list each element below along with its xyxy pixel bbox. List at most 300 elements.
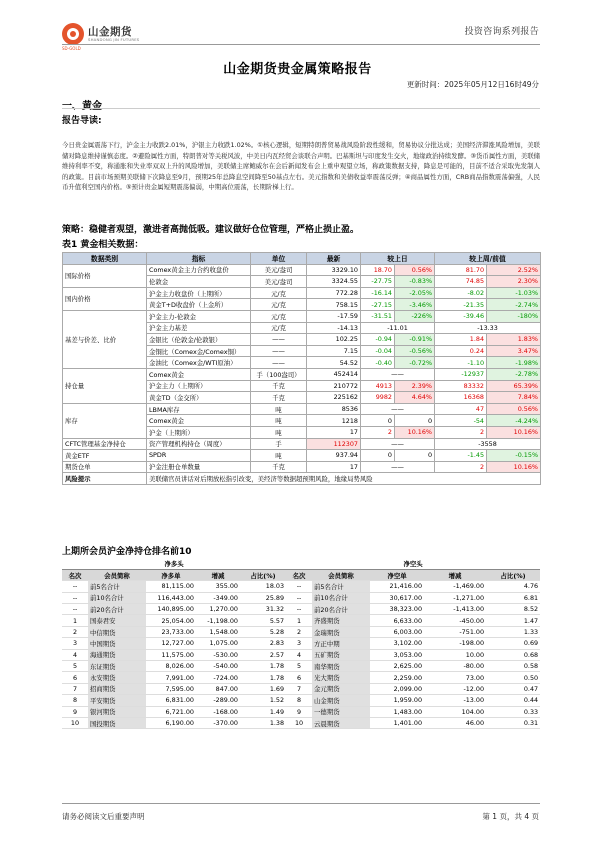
day-change-cell: -0.40 [361, 357, 395, 369]
table-cell: 0.69 [486, 638, 540, 649]
table-cell: 金元期货 [312, 683, 370, 694]
day-change-cell: 0 [361, 415, 395, 427]
week-change-cell: -21.35 [435, 299, 487, 311]
table-cell: 齐盛期货 [312, 615, 370, 626]
category-cell: 黄金ETF [63, 450, 147, 462]
table-cell: 7,595.00 [146, 683, 196, 694]
category-cell: 库存 [63, 403, 147, 438]
table-cell: 0.47 [486, 683, 540, 694]
table-cell: 1.69 [240, 683, 286, 694]
table-cell: 招商期货 [88, 683, 146, 694]
unit-cell: 元/克 [251, 322, 307, 334]
header-divider [62, 44, 540, 45]
indicator-cell: 沪金（上期所） [147, 426, 251, 438]
indicator-cell: 伦敦金 [147, 276, 251, 288]
category-cell: 基差与价差、比价 [63, 310, 147, 368]
week-change-pct-cell: 65.39% [487, 380, 541, 392]
table-cell: 1,075.00 [196, 638, 240, 649]
table-cell: -- [62, 592, 88, 603]
week-change-cell: 47 [435, 403, 487, 415]
day-change-pct-cell: -0.91% [395, 334, 435, 346]
table-cell: -- [286, 604, 312, 615]
short-group-header: 净空头 [286, 558, 540, 569]
indicator-cell: SPDR [147, 450, 251, 462]
subsection-heading: 报告导读: [62, 116, 102, 126]
col-header: 占比(%) [240, 569, 286, 580]
col-header: 单位 [251, 253, 307, 265]
week-change-cell: -1.10 [435, 357, 487, 369]
table-cell: 1 [62, 615, 88, 626]
col-header: 净多单 [146, 569, 196, 580]
day-change-cell: 4913 [361, 380, 395, 392]
latest-cell: 225162 [307, 392, 361, 404]
table-cell: 0.31 [486, 717, 540, 728]
table-cell: 31.32 [240, 604, 286, 615]
table-cell: 116,443.00 [146, 592, 196, 603]
page-title: 山金期货贵金属策略报告 [223, 62, 372, 77]
week-change-pct-cell: -2.74% [487, 299, 541, 311]
day-change-pct-cell: 0 [395, 450, 435, 462]
table-cell: 银河期货 [88, 706, 146, 717]
latest-cell: 8536 [307, 403, 361, 415]
summary-row [62, 604, 540, 615]
unit-cell: 手 [251, 438, 307, 450]
table-cell: 25.89 [240, 592, 286, 603]
table-cell: 中信期货 [88, 626, 146, 637]
week-change-cell: -1.45 [435, 450, 487, 462]
table-cell: 1,959.00 [370, 695, 424, 706]
table-cell: -450.00 [424, 615, 486, 626]
table-cell: -12.00 [424, 683, 486, 694]
week-change-cell: -3558 [435, 438, 541, 450]
week-change-pct-cell: 2.52% [487, 264, 541, 276]
col-header: 会员简称 [88, 569, 146, 580]
indicator-cell: 资产管理机构持仓（周度） [147, 438, 251, 450]
table-cell: 5 [286, 661, 312, 672]
gold-data-table [62, 252, 541, 485]
table-row [62, 638, 540, 649]
day-change-pct-cell: 10.16% [395, 426, 435, 438]
table-cell: 0.58 [486, 661, 540, 672]
week-change-cell: 1.84 [435, 334, 487, 346]
table2-title: 上期所会员沪金净持仓排名前10 [62, 547, 192, 557]
table-cell: 6 [286, 672, 312, 683]
table-cell: 18.03 [240, 581, 286, 592]
table-cell: 2,259.00 [370, 672, 424, 683]
indicator-cell: 沪金主力收盘价（上期所） [147, 287, 251, 299]
table-cell: 1.47 [486, 615, 540, 626]
unit-cell: 吨 [251, 403, 307, 415]
table-cell: 3 [62, 638, 88, 649]
table-cell: 3 [286, 638, 312, 649]
col-header: 数据类别 [63, 253, 147, 265]
strategy-text: 策略：稳健者观望，激进者高抛低吸。建议做好仓位管理，严格止损止盈。 [62, 225, 360, 235]
table-cell: 2.83 [240, 638, 286, 649]
week-change-pct-cell: -2.78% [487, 368, 541, 380]
table-cell: 1.78 [240, 661, 286, 672]
table-row [63, 450, 541, 462]
table-cell: 4.76 [486, 581, 540, 592]
table-cell: 8,026.00 [146, 661, 196, 672]
unit-cell: 吨 [251, 426, 307, 438]
latest-cell: 17 [307, 461, 361, 473]
table-cell: 10 [286, 717, 312, 728]
summary-paragraph: 今日贵金属震荡下行，沪金主力收跌2.01%，沪银主力收跌1.02%。①核心逻辑，短期特朗普贸易战风险阶段性缓和，贸易协议分批达成；美国经济滞涨风险增加，美联储对降息维持谨慎态度。②避险属性方面，特朗普对等关税风波，中美日内瓦经贸会谈联合声明。巴基斯坦与印度发生交火，地缘政治持续发酵。③货币属性方面，美联储维持利率不变，称通胀和失业率双双上升的风险增加，美联储主席鲍威尔在会后新闻发布会上重申观望立场，称政策数据支持，降息是可能的，目前不适合采取先发制人的政策。目前市场预期美联储下次降息至9月，预期25年总降息空间降至50基点左右。美元指数和美债收益率震荡反弹；④商品属性方面，CRB商品指数震荡偏强，人民币升值利空国内价格。⑤预计贵金属短期震荡偏弱，中期高位震荡，长期阶梯上行。 [62, 141, 540, 191]
table-cell: 6,003.00 [370, 626, 424, 637]
col-header: 增减 [196, 569, 240, 580]
table-cell: 0.44 [486, 695, 540, 706]
table-cell: 3,102.00 [370, 638, 424, 649]
table-cell: -289.00 [196, 695, 240, 706]
table-cell: 前10名合计 [312, 592, 370, 603]
table-cell: 永安期货 [88, 672, 146, 683]
unit-cell: —— [251, 345, 307, 357]
table-cell: 2,625.00 [370, 661, 424, 672]
table-cell: 山金期货 [312, 695, 370, 706]
unit-cell: 元/克 [251, 310, 307, 322]
day-change-cell: 9982 [361, 392, 395, 404]
latest-cell: 7.15 [307, 345, 361, 357]
table-cell: 0.33 [486, 706, 540, 717]
latest-cell: 758.15 [307, 299, 361, 311]
unit-cell: 元/克 [251, 299, 307, 311]
col-header: 较上周/前值 [435, 253, 541, 265]
table-cell: 前10名合计 [88, 592, 146, 603]
week-change-pct-cell: 10.16% [487, 426, 541, 438]
col-header: 较上日 [361, 253, 435, 265]
table-cell: -751.00 [424, 626, 486, 637]
table-row [63, 403, 541, 415]
indicator-cell: 沪金主力-伦敦金 [147, 310, 251, 322]
week-change-cell: 83332 [435, 380, 487, 392]
unit-cell: —— [251, 357, 307, 369]
latest-cell: -14.13 [307, 322, 361, 334]
table-cell: 10.00 [424, 649, 486, 660]
day-change-cell: -11.01 [361, 322, 435, 334]
table-cell: 140,895.00 [146, 604, 196, 615]
table-cell: 25,054.00 [146, 615, 196, 626]
table-cell: 30,617.00 [370, 592, 424, 603]
table-cell: 5.28 [240, 626, 286, 637]
table-cell: 1,401.00 [370, 717, 424, 728]
unit-cell: 千克 [251, 461, 307, 473]
table-cell: -1,198.00 [196, 615, 240, 626]
unit-cell: 元/克 [251, 287, 307, 299]
indicator-cell: 金油比（Comex金/WTI原油） [147, 357, 251, 369]
table-cell: -13.00 [424, 695, 486, 706]
table-row [63, 461, 541, 473]
table-cell: 1.49 [240, 706, 286, 717]
update-time: 更新时间：2025年05月12日16时49分 [406, 80, 539, 89]
latest-cell: -17.59 [307, 310, 361, 322]
table-cell: -80.00 [424, 661, 486, 672]
col-header: 净空单 [370, 569, 424, 580]
table-cell: -198.00 [424, 638, 486, 649]
table-row [62, 672, 540, 683]
table-cell: 46.00 [424, 717, 486, 728]
table2-header-row [62, 569, 540, 580]
table-cell: 6.81 [486, 592, 540, 603]
week-change-cell: 2 [435, 426, 487, 438]
table-cell: 355.00 [196, 581, 240, 592]
week-change-cell: 74.85 [435, 276, 487, 288]
unit-cell: 千克 [251, 380, 307, 392]
logo-subtext: SD-GOLD [62, 46, 81, 51]
table-cell: 7,991.00 [146, 672, 196, 683]
table-row [63, 368, 541, 380]
day-change-pct-cell: -3.46% [395, 299, 435, 311]
table-row [63, 310, 541, 322]
footer-divider [62, 803, 540, 804]
week-change-pct-cell: -1.98% [487, 357, 541, 369]
table-cell: -1,271.00 [424, 592, 486, 603]
col-header: 占比(%) [486, 569, 540, 580]
day-change-cell: -31.51 [361, 310, 395, 322]
day-change-pct-cell: 0.56% [395, 264, 435, 276]
table-cell: 1,483.00 [370, 706, 424, 717]
table-cell: -540.00 [196, 661, 240, 672]
table-cell: -168.00 [196, 706, 240, 717]
unit-cell: 千克 [251, 392, 307, 404]
table-cell: 21,416.00 [370, 581, 424, 592]
table-row [62, 649, 540, 660]
table-cell: 23,733.00 [146, 626, 196, 637]
table1-title: 表1 黄金相关数据： [62, 240, 144, 250]
table-cell: 1.38 [240, 717, 286, 728]
table-cell: 前20名合计 [312, 604, 370, 615]
section-divider [62, 108, 540, 109]
table-cell: 6,633.00 [370, 615, 424, 626]
table-cell: 南华期货 [312, 661, 370, 672]
table-cell: 6,721.00 [146, 706, 196, 717]
table-row [63, 287, 541, 299]
table-cell: 8.52 [486, 604, 540, 615]
table-row [62, 626, 540, 637]
day-change-cell: -27.75 [361, 276, 395, 288]
table-row [63, 264, 541, 276]
day-change-pct-cell: 0 [395, 415, 435, 427]
risk-label: 风险提示 [63, 473, 147, 485]
indicator-cell: 金银比（伦敦金/伦敦银） [147, 334, 251, 346]
table-cell: 1.33 [486, 626, 540, 637]
day-change-cell: -16.14 [361, 287, 395, 299]
indicator-cell: 沪金主力基差 [147, 322, 251, 334]
day-change-cell: 18.70 [361, 264, 395, 276]
table-cell: 2 [286, 626, 312, 637]
long-group-header: 净多头 [62, 558, 286, 569]
indicator-cell: 金铜比（Comex金/Comex铜） [147, 345, 251, 357]
table-cell: 1 [286, 615, 312, 626]
latest-cell: 3324.55 [307, 276, 361, 288]
indicator-cell: 沪金注册仓单数量 [147, 461, 251, 473]
day-change-pct-cell: -0.72% [395, 357, 435, 369]
table-cell: -- [62, 581, 88, 592]
table-cell: -724.00 [196, 672, 240, 683]
category-cell: 期货仓单 [63, 461, 147, 473]
table-row [62, 615, 540, 626]
unit-cell: 吨 [251, 450, 307, 462]
logo-text-en: SHANDONG JIN FUTURES [88, 37, 140, 42]
day-change-pct-cell: -0.56% [395, 345, 435, 357]
table-cell: 104.00 [424, 706, 486, 717]
table-cell: 2.57 [240, 649, 286, 660]
indicator-cell: Comex黄金主力合约收盘价 [147, 264, 251, 276]
table-cell: 云晨期货 [312, 717, 370, 728]
table-cell: 2 [62, 626, 88, 637]
table-cell: 国投期货 [88, 717, 146, 728]
week-change-cell: 81.70 [435, 264, 487, 276]
table-cell: 0.68 [486, 649, 540, 660]
table-cell: 81,115.00 [146, 581, 196, 592]
table-cell: 73.00 [424, 672, 486, 683]
latest-cell: 17 [307, 426, 361, 438]
week-change-cell: 2 [435, 461, 487, 473]
table-cell: 光大期货 [312, 672, 370, 683]
table-cell: 国泰君安 [88, 615, 146, 626]
day-change-cell: -0.04 [361, 345, 395, 357]
category-cell: 国际价格 [63, 264, 147, 287]
unit-cell: 美元/盎司 [251, 264, 307, 276]
table2-group-header [62, 558, 540, 569]
week-change-cell: -8.02 [435, 287, 487, 299]
col-header: 名次 [62, 569, 88, 580]
table-cell: 方正中期 [312, 638, 370, 649]
logo-text-cn: 山金期货 [88, 26, 132, 38]
table-cell: 8 [286, 695, 312, 706]
table-cell: 7 [62, 683, 88, 694]
day-change-pct-cell: -226% [395, 310, 435, 322]
day-change-cell: —— [361, 461, 435, 473]
week-change-pct-cell: 3.47% [487, 345, 541, 357]
table-cell: 847.00 [196, 683, 240, 694]
table-cell: 9 [286, 706, 312, 717]
table-cell: 7 [286, 683, 312, 694]
week-change-cell: -39.46 [435, 310, 487, 322]
table-row [62, 706, 540, 717]
table1-header-row [63, 253, 541, 265]
table-row [62, 717, 540, 728]
week-change-pct-cell: 0.56% [487, 403, 541, 415]
table-cell: 金瑞期货 [312, 626, 370, 637]
indicator-cell: 黄金T+D收盘价（上金所） [147, 299, 251, 311]
day-change-pct-cell: -2.05% [395, 287, 435, 299]
table-cell: 4 [286, 649, 312, 660]
table-cell: 5.57 [240, 615, 286, 626]
week-change-pct-cell: -0.15% [487, 450, 541, 462]
week-change-pct-cell: 1.83% [487, 334, 541, 346]
week-change-cell: -54 [435, 415, 487, 427]
indicator-cell: 沪金主力（上期所） [147, 380, 251, 392]
week-change-cell: -12937 [435, 368, 487, 380]
unit-cell: 手（100盎司） [251, 368, 307, 380]
category-cell: 持仓量 [63, 368, 147, 403]
table-cell: 0.50 [486, 672, 540, 683]
table-cell: 4 [62, 649, 88, 660]
day-change-cell: 0 [361, 450, 395, 462]
table-cell: 东证期货 [88, 661, 146, 672]
unit-cell: 吨 [251, 415, 307, 427]
day-change-cell: —— [361, 438, 435, 450]
table-cell: 8 [62, 695, 88, 706]
table-cell: 11,575.00 [146, 649, 196, 660]
report-series-label: 投资咨询系列报告 [464, 27, 539, 37]
table-cell: 9 [62, 706, 88, 717]
col-header: 最新 [307, 253, 361, 265]
day-change-pct-cell: -0.83% [395, 276, 435, 288]
latest-cell: 54.52 [307, 357, 361, 369]
week-change-pct-cell: 10.16% [487, 461, 541, 473]
latest-cell: 1218 [307, 415, 361, 427]
table-cell: 前5名合计 [312, 581, 370, 592]
latest-cell: 937.94 [307, 450, 361, 462]
indicator-cell: 黄金TD（金交所） [147, 392, 251, 404]
logo-mark-icon [62, 23, 84, 45]
table-cell: 2,099.00 [370, 683, 424, 694]
table-cell: 10 [62, 717, 88, 728]
day-change-cell: 2 [361, 426, 395, 438]
col-header: 增减 [424, 569, 486, 580]
day-change-cell: —— [361, 368, 435, 380]
indicator-cell: Comex黄金 [147, 415, 251, 427]
col-header: 名次 [286, 569, 312, 580]
page-number: 第 1 页，共 4 页 [482, 812, 539, 821]
category-cell: 国内价格 [63, 287, 147, 310]
latest-cell: 210772 [307, 380, 361, 392]
summary-row [62, 592, 540, 603]
risk-text: 美联储官员讲话对后期放松指引改变，美经济等数据超预期风险，地缘局势风险 [147, 473, 541, 485]
summary-row [62, 581, 540, 592]
day-change-cell: -27.15 [361, 299, 395, 311]
table-cell: -- [286, 581, 312, 592]
table-cell: 1.52 [240, 695, 286, 706]
table-cell: 3,053.00 [370, 649, 424, 660]
week-change-cell: 16368 [435, 392, 487, 404]
table-cell: 五矿期货 [312, 649, 370, 660]
table-cell: -- [286, 592, 312, 603]
table-cell: -- [62, 604, 88, 615]
week-change-pct-cell: 2.30% [487, 276, 541, 288]
table-cell: 中国期货 [88, 638, 146, 649]
indicator-cell: Comex黄金 [147, 368, 251, 380]
latest-cell: 3329.10 [307, 264, 361, 276]
table-cell: 1,548.00 [196, 626, 240, 637]
disclaimer-note: 请务必阅读文后重要声明 [62, 812, 145, 821]
latest-cell: 452414 [307, 368, 361, 380]
table-cell: 5 [62, 661, 88, 672]
latest-cell: 112307 [307, 438, 361, 450]
col-header: 会员简称 [312, 569, 370, 580]
latest-cell: 772.28 [307, 287, 361, 299]
week-change-pct-cell: -1.03% [487, 287, 541, 299]
table-row [63, 438, 541, 450]
position-ranking-table [62, 558, 540, 729]
table-cell: 一德期货 [312, 706, 370, 717]
table-cell: 6,831.00 [146, 695, 196, 706]
table-cell: -1,469.00 [424, 581, 486, 592]
unit-cell: —— [251, 334, 307, 346]
table-cell: -370.00 [196, 717, 240, 728]
category-cell: CFTC管理基金净持仓 [63, 438, 147, 450]
table-cell: 6 [62, 672, 88, 683]
table-cell: 前5名合计 [88, 581, 146, 592]
section-heading-gold: 一、黄金 [62, 101, 102, 112]
table-cell: 海通期货 [88, 649, 146, 660]
day-change-pct-cell: 2.39% [395, 380, 435, 392]
table-cell: 12,727.00 [146, 638, 196, 649]
indicator-cell: LBMA库存 [147, 403, 251, 415]
table-row [62, 683, 540, 694]
day-change-cell: —— [361, 403, 435, 415]
